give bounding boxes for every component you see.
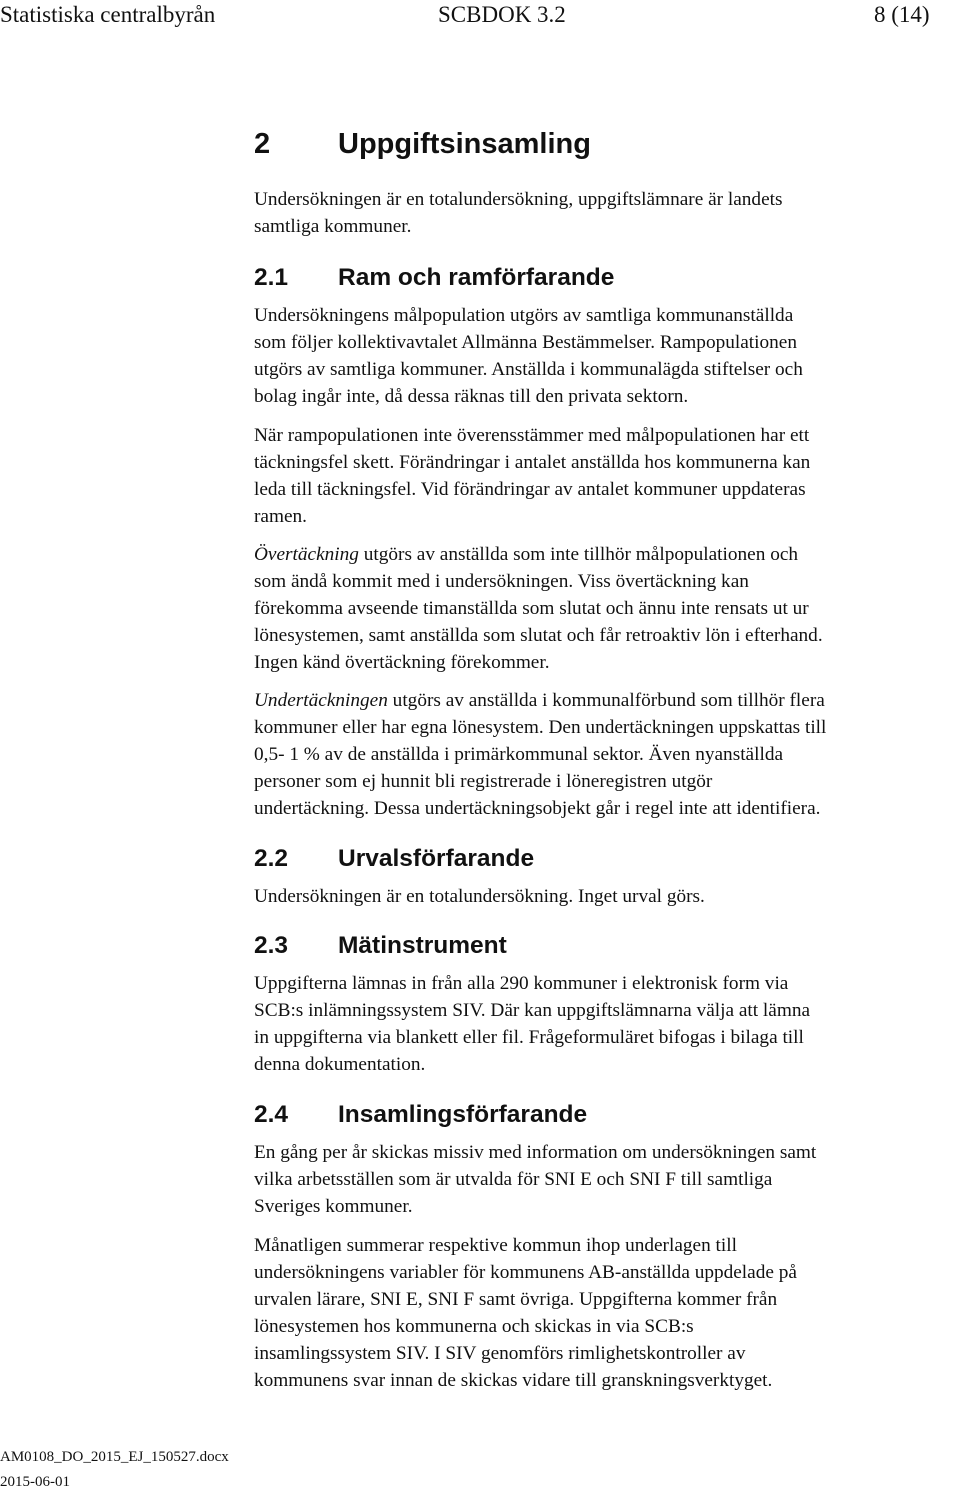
text-line: som följer kollektivavtalet Allmänna Bestämmelser. Rampopulationen xyxy=(254,332,797,353)
text-line: insamlingssystem SIV. I SIV genomförs rimlighetskontroller av xyxy=(254,1343,746,1364)
section-2-intro xyxy=(254,186,954,240)
section-2-1-paragraph-4 xyxy=(254,687,954,822)
text-line: in uppgifterna via blankett eller fil. Frågeformuläret bifogas i bilaga till xyxy=(254,1027,804,1048)
text-line: Sveriges kommuner. xyxy=(254,1196,413,1217)
page-header xyxy=(0,2,960,32)
text-line: Månatligen summerar respektive kommun ihop underlagen till xyxy=(254,1235,737,1256)
text-line: leda till täckningsfel. Vid förändringar av antalet kommuner uppdateras xyxy=(254,479,806,500)
header-organization: Statistiska centralbyrån xyxy=(0,2,216,27)
text-line xyxy=(254,687,954,714)
text-fragment: utgörs av anställda i kommunalförbund som tillhör flera xyxy=(387,690,825,711)
section-2-4-heading xyxy=(254,1101,587,1129)
term-undertackning: Undertäckningen xyxy=(254,690,388,711)
text-line: som ändå kommit med i undersökningen. Viss övertäckning kan xyxy=(254,571,749,592)
text-line: täckningsfel skett. Förändringar i antalet anställda hos kommunerna kan xyxy=(254,452,811,473)
text-line: urvalen lärare, SNI E, SNI F samt övriga. Uppgifterna kommer från xyxy=(254,1289,778,1310)
header-document-id: SCBDOK 3.2 xyxy=(438,2,566,27)
text-line xyxy=(254,541,954,568)
text-fragment: utgörs av anställda som inte tillhör målpopulationen och xyxy=(358,544,799,565)
text-line: SCB:s inlämningssystem SIV. Där kan uppgiftslämnarna välja att lämna xyxy=(254,1000,811,1021)
term-overtackning: Övertäckning xyxy=(254,544,359,565)
section-2-3-heading xyxy=(254,932,507,960)
section-2-2-heading xyxy=(254,845,534,873)
text-line: 0,5- 1 % av de anställda i primärkommunal sektor. Även nyanställda xyxy=(254,744,784,765)
text-line: undersökningens variabler för kommunens AB-anställda uppdelade på xyxy=(254,1262,797,1283)
text-line: bolag ingår inte, då dessa räknas till den privata sektorn. xyxy=(254,386,689,407)
text-line: undertäckning. Dessa undertäckningsobjekt går i regel inte att identifiera. xyxy=(254,798,821,819)
section-2-1-paragraph-3 xyxy=(254,541,954,676)
section-title: Insamlingsförfarande xyxy=(338,1101,588,1128)
text-line: kommuner eller har egna lönesystem. Den undertäckningen uppskattas till xyxy=(254,717,827,738)
section-title: Ram och ramförfarande xyxy=(338,264,615,291)
section-2-4-paragraph-1 xyxy=(254,1139,954,1220)
text-line: kommunens svar innan de skickas vidare till granskningsverktyget. xyxy=(254,1370,773,1391)
section-2-2-paragraph xyxy=(254,883,954,910)
section-title: Mätinstrument xyxy=(338,932,507,959)
text-line: ramen. xyxy=(254,506,307,527)
text-line: personer som ej hunnit bli registrerade i löneregistren utgör xyxy=(254,771,713,792)
section-number: 2.4 xyxy=(254,1101,289,1128)
section-2-1-heading xyxy=(254,264,614,292)
section-2-3-paragraph xyxy=(254,970,954,1078)
text-line: lönesystemen, samt anställda som slutat och får retroaktiv lön i efterhand. xyxy=(254,625,823,646)
text-line: När rampopulationen inte överensstämmer med målpopulationen har ett xyxy=(254,425,810,446)
text-line: utgörs av samtliga kommuner. Anställda i kommunalägda stiftelser och xyxy=(254,359,803,380)
text-line: denna dokumentation. xyxy=(254,1054,426,1075)
section-title: Urvalsförfarande xyxy=(338,845,535,872)
section-number: 2.3 xyxy=(254,932,289,959)
text-line: Ingen känd övertäckning förekommer. xyxy=(254,652,550,673)
section-2-1-paragraph-2 xyxy=(254,422,954,530)
section-title: Uppgiftsinsamling xyxy=(338,128,591,160)
section-2-4-paragraph-2 xyxy=(254,1232,954,1394)
header-page-number: 8 (14) xyxy=(874,2,930,27)
section-number: 2 xyxy=(254,128,271,160)
section-number: 2.1 xyxy=(254,264,289,291)
text-line: Uppgifterna lämnas in från alla 290 kommuner i elektronisk form via xyxy=(254,973,789,994)
text-line: samtliga kommuner. xyxy=(254,216,412,237)
section-2-heading xyxy=(254,128,591,161)
text-line: En gång per år skickas missiv med information om undersökningen samt xyxy=(254,1142,817,1163)
section-2-1-paragraph-1 xyxy=(254,302,954,410)
text-line: vilka arbetsställen som är utvalda för SNI E och SNI F till samtliga xyxy=(254,1169,773,1190)
footer-date: 2015-06-01 xyxy=(0,1474,70,1490)
text-line: förekomma avseende timanställda som slutat och ännu inte rensats ut ur xyxy=(254,598,809,619)
text-line: lönesystemen hos kommunerna och skickas in via SCB:s xyxy=(254,1316,694,1337)
text-line: Undersökningens målpopulation utgörs av samtliga kommunanställda xyxy=(254,305,794,326)
footer-filename: AM0108_DO_2015_EJ_150527.docx xyxy=(0,1449,229,1465)
section-number: 2.2 xyxy=(254,845,289,872)
text-line: Undersökningen är en totalundersökning, uppgiftslämnare är landets xyxy=(254,189,783,210)
text-line: Undersökningen är en totalundersökning. Inget urval görs. xyxy=(254,886,705,907)
